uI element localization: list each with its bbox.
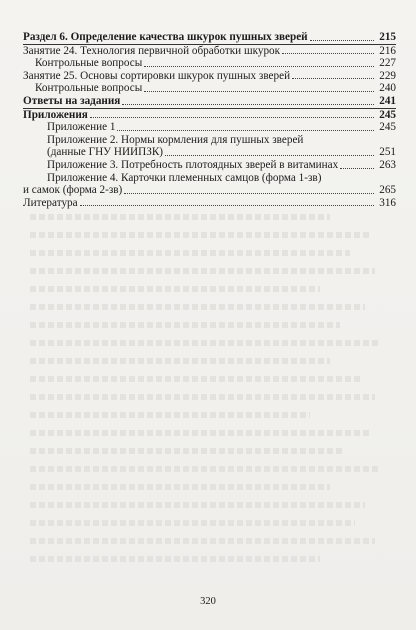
toc-entry-title: Приложение 4. Карточки племенных самцов (форма 1-зв) — [47, 171, 322, 184]
toc-entry — [23, 45, 396, 58]
toc-entry-title: Занятие 25. Основы сортировки шкурок пушных зверей — [23, 69, 291, 82]
toc-entry-page: 227 — [379, 57, 396, 70]
toc-entry-title: Приложение 1 — [47, 121, 116, 134]
leader-dots — [122, 104, 374, 105]
toc-entry-title: Контрольные вопросы — [35, 57, 143, 70]
leader-dots — [292, 78, 374, 79]
table-of-contents — [23, 31, 396, 209]
leader-dots — [340, 168, 374, 169]
leader-dots — [282, 53, 374, 54]
toc-entry-page: 245 — [379, 108, 396, 121]
leader-dots — [80, 205, 374, 206]
toc-entry-page: 316 — [379, 196, 396, 209]
toc-entry — [23, 109, 396, 122]
toc-entry-page: 229 — [379, 69, 396, 82]
toc-entry-title: Контрольные вопросы — [35, 82, 143, 95]
toc-entry-page: 240 — [379, 82, 396, 95]
toc-entry — [23, 70, 396, 83]
page-number: 320 — [200, 596, 216, 607]
toc-entry-title: Приложение 2. Нормы кормления для пушных зверей — [47, 133, 304, 146]
leader-dots — [165, 155, 374, 156]
toc-entry — [23, 82, 396, 95]
toc-entry-title: Литература — [23, 196, 78, 209]
toc-entry-page: 265 — [379, 184, 396, 197]
toc-entry — [23, 159, 396, 172]
toc-entry — [23, 57, 396, 70]
toc-entry-title-cont: (данные ГНУ НИИПЗК) — [47, 146, 164, 159]
toc-entry-title: Занятие 24. Технология первичной обработки шкурок — [23, 44, 281, 57]
toc-entry-title: Ответы на задания — [23, 94, 121, 107]
toc-entry — [23, 172, 396, 197]
toc-entry-title: Приложения — [23, 108, 88, 121]
leader-dots — [144, 91, 374, 92]
leader-dots — [117, 130, 374, 131]
toc-entry-page: 245 — [379, 121, 396, 134]
toc-entry — [23, 134, 396, 159]
toc-entry-title-cont: и самок (форма 2-зв) — [23, 184, 123, 197]
toc-entry — [23, 95, 396, 109]
leader-dots — [310, 40, 374, 41]
toc-entry-page: 215 — [379, 31, 396, 43]
toc-entry-page: 241 — [379, 94, 396, 107]
toc-entry-page: 263 — [379, 158, 396, 171]
leader-dots — [124, 193, 374, 194]
toc-entry-title: Приложение 3. Потребность плотоядных зверей в витаминах — [47, 158, 339, 171]
leader-dots — [144, 66, 374, 67]
toc-entry-title: Раздел 6. Определение качества шкурок пушных зверей — [23, 31, 308, 43]
toc-entry-page: 216 — [379, 44, 396, 57]
toc-entry — [23, 197, 396, 210]
toc-entry — [23, 121, 396, 134]
toc-entry-page: 251 — [379, 146, 396, 159]
toc-entry — [23, 31, 396, 45]
leader-dots — [90, 117, 374, 118]
